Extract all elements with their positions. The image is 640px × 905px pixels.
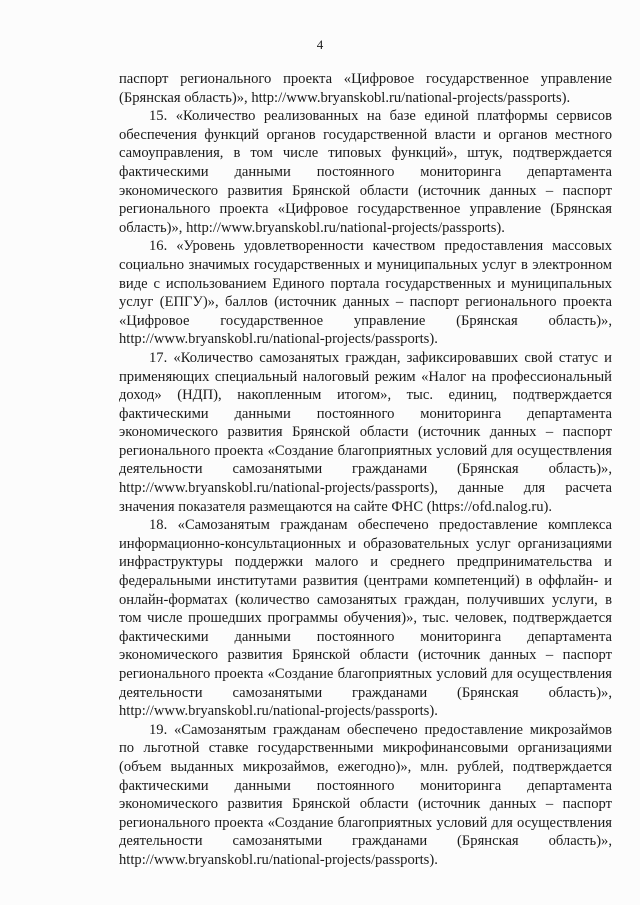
paragraph-item-17: 17. «Количество самозанятых граждан, зафиксировавших свой статус и применяющих специальный налоговый режим «Налог на профессиональный доход» (НДП), накопленным итогом», тыс. единиц, подтверждается фактическими данными постоянного мониторинга департамента экономического развития Брянской области (источник данных – паспорт регионального проекта «Создание благоприятных условий для осуществления деятельности самозанятыми гражданами (Брянская область)», http://www.bryanskobl.ru/national-projects/passports), данные для расчета значения показателя размещаются на сайте ФНС (https://ofd.nalog.ru).	[119, 349, 612, 515]
document-body	[119, 70, 612, 870]
paragraph-item-19: 19. «Самозанятым гражданам обеспечено предоставление микрозаймов по льготной ставке государственными микрофинансовыми организациями (объем выданных микрозаймов, ежегодно)», млн. рублей, подтверждается фактическими данными постоянного мониторинга департамента экономического развития Брянской области (источник данных – паспорт регионального проекта «Создание благоприятных условий для осуществления деятельности самозанятыми гражданами (Брянская область)», http://www.bryanskobl.ru/national-projects/passports).	[119, 721, 612, 868]
paragraph-item-16: 16. «Уровень удовлетворенности качеством предоставления массовых социально значимых государственных и муниципальных услуг в электронном виде с использованием Единого портала государственных и муниципальных услуг (ЕПГУ)», баллов (источник данных – паспорт регионального проекта «Цифровое государственное управление (Брянская область)», http://www.bryanskobl.ru/national-projects/passports).	[119, 238, 612, 348]
page-number: 4	[316, 37, 324, 52]
paragraph-continuation: паспорт регионального проекта «Цифровое государственное управление (Брянская область)», http://www.bryanskobl.ru/national-projects/passports).	[119, 71, 612, 106]
paragraph-item-18: 18. «Самозанятым гражданам обеспечено предоставление комплекса информационно-консультационных и образовательных услуг организациями инфраструктуры поддержки малого и среднего предпринимательства и федеральными институтами развития (центрами компетенций) в оффлайн- и онлайн-форматах (количество самозанятых граждан, получивших услуги, в том числе прошедших программы обучения)», тыс. человек, подтверждается фактическими данными постоянного мониторинга департамента экономического развития Брянской области (источник данных – паспорт регионального проекта «Создание благоприятных условий для осуществления деятельности самозанятыми гражданами (Брянская область)», http://www.bryanskobl.ru/national-projects/passports).	[119, 517, 612, 720]
paragraph-item-15: 15. «Количество реализованных на базе единой платформы сервисов обеспечения функций органов государственной власти и органов местного самоуправления, в том числе типовых функций», штук, подтверждается фактическими данными постоянного мониторинга департамента экономического развития Брянской области (источник данных – паспорт регионального проекта «Цифровое государственное управление (Брянская область)», http://www.bryanskobl.ru/national-projects/passports).	[119, 108, 612, 236]
